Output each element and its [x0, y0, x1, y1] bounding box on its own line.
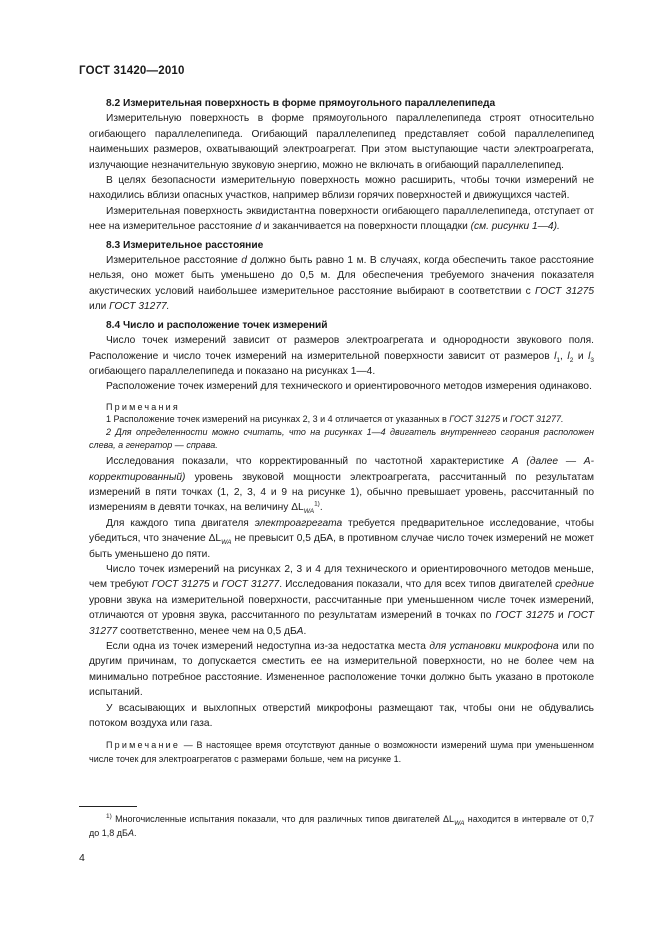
final-note: Примечание — В настоящее время отсутствуют данные о возможности измерений шума при уменьшенном числе точек для электроагрегатов с размерами больше, чем на рисунке 1. [89, 740, 594, 764]
paragraph: Если одна из точек измерений недоступна из-за недостатка места для установки микрофона или по другим причинам, то допускается сместить ее на измерительной поверхности, но не более чем на минимально потребное расстояние. Измененное расположение точки должно быть указано в протоколе испытаний. [89, 640, 595, 699]
paragraph: Исследования показали, что корректированный по частотной характеристике А (далее — А-корректированный) уровень звуковой мощности электроагрегата, рассчитанный по результатам измерений в пяти точках (1, 2, 3, 4 и 9 на рисунке 1), обычно превышает уровень, рассчитанный по измерениям в девяти точках, на величину $\Delta L_{WA}^{1)}$. [89, 456, 594, 516]
paragraph: Измерительную поверхность в форме прямоугольного параллелепипеда строят относительно огибающего параллелепипеда. Огибающий параллелепипед представляет собой параллелепипед наименьших размеров, охватывающий электроагрегат. При этом выступающие части электроагрегата, излучающие незначительную звуковую энергию, можно не включать в огибающий параллелепипед. [89, 113, 594, 171]
section-8-2-heading: 8.2 Измерительная поверхность в форме прямоугольного параллелепипеда [106, 98, 496, 109]
paragraph: Измерительное расстояние d должно быть равно 1 м. В случаях, когда обеспечить такое расстояние нельзя, оно может быть уменьшено до 0,5 м. Для обеспечения требуемого значения показателя акустических условий наибольшее измерительное расстояние выбирают в соответствии с ГОСТ 31275 или ГОСТ 31277. [89, 255, 594, 313]
paragraph: У всасывающих и выхлопных отверстий микрофоны размещают так, чтобы они не обдувались потоком воздуха или газа. [89, 702, 594, 729]
notes-block [89, 401, 594, 451]
paragraph: Измерительная поверхность эквидистантна поверхности огибающего параллелепипеда, отступает от нее на измерительное расстояние d и заканчивается на поверхности площадки (см. рисунки 1—4). [89, 205, 594, 233]
page-number: 4 [79, 852, 85, 864]
section-8-3-heading: 8.3 Измерительное расстояние [106, 239, 264, 251]
notes-title: Примечания [106, 401, 180, 412]
footnote-ref[interactable]: 1) [314, 500, 320, 508]
paragraph: Расположение точек измерений для технического и ориентировочного методов измерения одинаково. [106, 381, 592, 393]
paragraph: В целях безопасности измерительную поверхность можно расширить, чтобы точки измерений не находились вблизи опасных участков, например вблизи горячих поверхностей и движущихся частей. [89, 175, 594, 202]
footnote-divider [79, 806, 137, 807]
document-header: ГОСТ 31420—2010 [79, 65, 185, 77]
paragraph: Число точек измерений зависит от размеров электроагрегата и однородности звукового поля. Расположение и число точек измерений на измерительной поверхности зависит от размеров $l_1$, $l_2$ и $l_3$ огибающего параллелепипеда и показано на рисунках 1—4. [89, 335, 594, 377]
page-body [89, 96, 594, 766]
section-8-4-heading: 8.4 Число и расположение точек измерений [106, 319, 328, 331]
note-2: 2 Для определенности можно считать, что на рисунках 1—4 двигатель внутреннего сгорания расположен слева, а генератор — справа. [89, 426, 594, 450]
paragraph: Для каждого типа двигателя электроагрегата требуется предварительное исследование, чтобы убедиться, что значение $\Delta L_{WA}$ не превысит 0,5 дБА, в противном случае число точек измерений не может быть уменьшено до пяти. [89, 517, 594, 560]
note-1: 1 Расположение точек измерений на рисунках 2, 3 и 4 отличается от указанных в ГОСТ 31275 и ГОСТ 31277. [106, 414, 564, 425]
paragraph: Число точек измерений на рисунках 2, 3 и 4 для технического и ориентировочного методов меньше, чем требуют ГОСТ 31275 и ГОСТ 31277. Исследования показали, что для всех типов двигателей средние уровни звука на измерительной поверхности, рассчитанные при уменьшенном числе точек измерений, отличаются от уровня звука, рассчитанного по результатам измерений в точках по ГОСТ 31275 и ГОСТ 31277 соответственно, менее чем на 0,5 дБА. [89, 563, 595, 637]
footnote: $^{1)}$ Многочисленные испытания показали, что для различных типов двигателей $\Delta L_{WA}$ находится в интервале от 0,7 до 1,8 дБА. [89, 813, 594, 838]
